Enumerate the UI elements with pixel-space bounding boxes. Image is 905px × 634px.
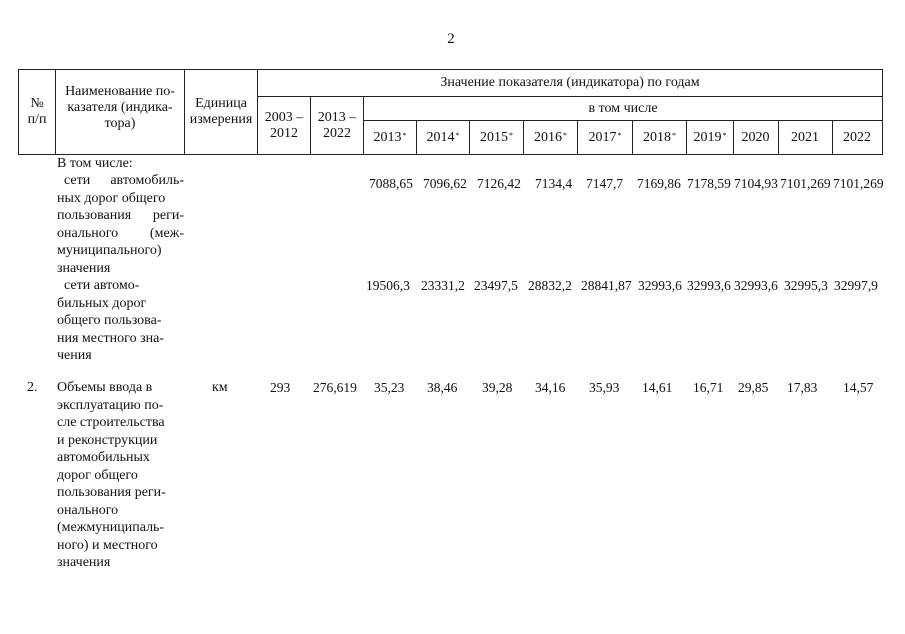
table-cell: 14,61	[642, 380, 673, 395]
table-cell: 7088,65	[369, 176, 413, 191]
table-cell: 32995,3	[784, 278, 828, 293]
table-cell: 7101,269	[780, 176, 831, 191]
table-cell: 7134,4	[535, 176, 573, 191]
table-cell: 7147,7	[586, 176, 624, 191]
row-local-name: сети автомо- бильных дорог общего пользова- ния местного зна- чения	[57, 278, 164, 363]
table-cell: 34,16	[535, 380, 566, 395]
table-cell: 32993,6	[734, 278, 778, 293]
row2-name: Объемы ввода в эксплуатацию по- сле строительства и реконструкции автомобильных дорог общего пользования реги- онального (межмуниципаль- ного) и местного значения	[57, 380, 166, 570]
table-cell: 39,28	[482, 380, 513, 395]
row2-unit: км	[212, 380, 228, 395]
table-cell: 32993,6	[638, 278, 682, 293]
header-year-2021: 2021	[791, 129, 819, 145]
header-name-col: Наименование по- казателя (индика- тора)	[65, 84, 175, 131]
table-cell: 38,46	[427, 380, 458, 395]
header-year-2013: 2013 *	[373, 129, 407, 145]
table-cell: 7126,42	[477, 176, 521, 191]
table-cell: 32997,9	[834, 278, 878, 293]
header-year-2020: 2020	[741, 129, 770, 145]
row-regional-name: сети автомобиль- ных дорог общего пользования реги- онального (меж- муниципального) значения	[57, 173, 184, 276]
header-including: в том числе	[588, 100, 658, 116]
table-cell: 19506,3	[366, 278, 410, 293]
table-cell: 35,23	[374, 380, 405, 395]
header-year-2022: 2022	[843, 129, 871, 145]
header-unit-col: Единица измерения	[189, 96, 253, 127]
table-cell: 7101,269	[833, 176, 884, 191]
table-cell: 17,83	[787, 380, 818, 395]
header-period-2003-2012: 2003 – 2012	[264, 109, 304, 141]
table-cell: 14,57	[843, 380, 874, 395]
header-number-col: № п/п	[27, 96, 47, 127]
table-cell: 16,71	[693, 380, 724, 395]
header-year-2016: 2016 *	[534, 129, 567, 145]
table-cell: 7096,62	[423, 176, 467, 191]
row2-number: 2.	[27, 380, 38, 395]
header-year-2017: 2017 *	[588, 129, 622, 145]
table-cell: 32993,6	[687, 278, 731, 293]
header-year-2014: 2014 *	[426, 129, 460, 145]
table-cell: 29,85	[738, 380, 769, 395]
table-cell: 293	[270, 380, 291, 395]
header-year-2019: 2019 *	[693, 129, 727, 145]
header-year-2018: 2018 *	[643, 129, 676, 145]
table-cell: 35,93	[589, 380, 620, 395]
header-year-2015: 2015 *	[480, 129, 513, 145]
page-number: 2	[447, 31, 455, 47]
table-cell: 7104,93	[734, 176, 778, 191]
table-cell: 7178,59	[687, 176, 731, 191]
table-cell: 276,619	[313, 380, 357, 395]
table-cell: 23331,2	[421, 278, 465, 293]
table-cell: 28841,87	[581, 278, 632, 293]
header-period-2013-2022: 2013 – 2022	[317, 109, 357, 141]
table-cell: 23497,5	[474, 278, 518, 293]
including-label: В том числе:	[57, 156, 133, 171]
header-values-title: Значение показателя (индикатора) по годам	[440, 75, 700, 90]
table-cell: 28832,2	[528, 278, 572, 293]
table-cell: 7169,86	[637, 176, 681, 191]
